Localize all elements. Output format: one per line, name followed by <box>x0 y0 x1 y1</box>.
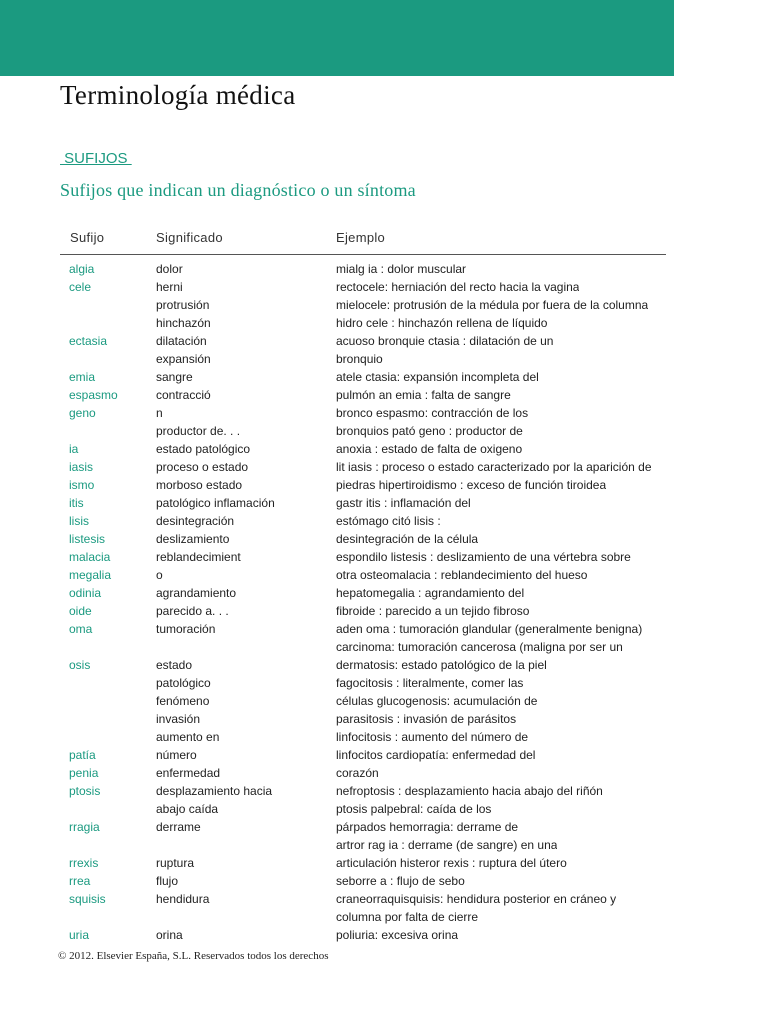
example-cell: fagocitosis : literalmente, comer las <box>336 676 524 690</box>
meaning-cell: reblandecimient <box>156 550 241 564</box>
table-row <box>0 278 768 296</box>
example-cell: mielocele: protrusión de la médula por fuera de la columna <box>336 298 649 312</box>
suffix-cell: megalia <box>69 568 112 582</box>
example-cell: linfocitosis : aumento del número de <box>336 730 529 744</box>
table-row <box>0 332 768 350</box>
example-cell: bronquios pató geno : productor de <box>336 424 523 438</box>
table-header <box>60 228 666 255</box>
table-row <box>0 476 768 494</box>
suffix-cell: lisis <box>69 514 89 528</box>
table-row <box>0 260 768 278</box>
example-cell: gastr itis : inflamación del <box>336 496 471 510</box>
suffix-cell: patía <box>69 748 96 762</box>
suffix-cell: espasmo <box>69 388 118 402</box>
column-header-example: Ejemplo <box>336 230 386 245</box>
suffix-cell: rrea <box>69 874 91 888</box>
table-row <box>0 764 768 782</box>
table-row <box>0 584 768 602</box>
table-row <box>0 512 768 530</box>
meaning-cell: n <box>156 406 163 420</box>
table-row <box>0 674 768 692</box>
meaning-cell: dilatación <box>156 334 207 348</box>
suffix-cell: ismo <box>69 478 95 492</box>
meaning-cell: invasión <box>156 712 201 726</box>
example-cell: acuoso bronquie ctasia : dilatación de un <box>336 334 554 348</box>
example-cell: desintegración de la célula <box>336 532 479 546</box>
section-label: SUFIJOS <box>60 150 132 167</box>
example-cell: atele ctasia: expansión incompleta del <box>336 370 539 384</box>
column-header-suffix: Sufijo <box>70 230 105 245</box>
example-cell: pulmón an emia : falta de sangre <box>336 388 511 402</box>
example-cell: ptosis palpebral: caída de los <box>336 802 492 816</box>
meaning-cell: derrame <box>156 820 201 834</box>
table-row <box>0 494 768 512</box>
meaning-cell: ruptura <box>156 856 195 870</box>
meaning-cell: agrandamiento <box>156 586 237 600</box>
example-cell: parasitosis : invasión de parásitos <box>336 712 517 726</box>
table-row <box>0 386 768 404</box>
suffix-cell: rragia <box>69 820 100 834</box>
meaning-cell: expansión <box>156 352 211 366</box>
table-row <box>0 602 768 620</box>
meaning-cell: patológico inflamación <box>156 496 275 510</box>
meaning-cell: contracció <box>156 388 211 402</box>
table-row <box>0 350 768 368</box>
example-cell: columna por falta de cierre <box>336 910 479 924</box>
column-header-meaning: Significado <box>156 230 223 245</box>
suffix-table-body <box>0 260 768 944</box>
table-row <box>0 926 768 944</box>
suffix-cell: cele <box>69 280 92 294</box>
example-cell: hidro cele : hinchazón rellena de líquido <box>336 316 548 330</box>
meaning-cell: desplazamiento hacia <box>156 784 273 798</box>
example-cell: seborre a : flujo de sebo <box>336 874 465 888</box>
suffix-cell: malacia <box>69 550 111 564</box>
example-cell: craneorraquisquisis: hendidura posterior en cráneo y <box>336 892 617 906</box>
example-cell: nefroptosis : desplazamiento hacia abajo del riñón <box>336 784 603 798</box>
example-cell: mialg ia : dolor muscular <box>336 262 467 276</box>
copyright-footer: © 2012. Elsevier España, S.L. Reservados todos los derechos <box>58 950 329 962</box>
meaning-cell: morboso estado <box>156 478 243 492</box>
suffix-cell: iasis <box>69 460 94 474</box>
meaning-cell: estado patológico <box>156 442 251 456</box>
example-cell: corazón <box>336 766 379 780</box>
table-row <box>0 404 768 422</box>
meaning-cell: protrusión <box>156 298 210 312</box>
suffix-cell: geno <box>69 406 96 420</box>
meaning-cell: sangre <box>156 370 193 384</box>
meaning-cell: número <box>156 748 197 762</box>
table-row <box>0 368 768 386</box>
example-cell: poliuria: excesiva orina <box>336 928 459 942</box>
meaning-cell: flujo <box>156 874 179 888</box>
suffix-cell: penia <box>69 766 99 780</box>
suffix-cell: rrexis <box>69 856 99 870</box>
meaning-cell: deslizamiento <box>156 532 230 546</box>
suffix-cell: ptosis <box>69 784 101 798</box>
meaning-cell: orina <box>156 928 183 942</box>
meaning-cell: hendidura <box>156 892 210 906</box>
example-cell: párpados hemorragia: derrame de <box>336 820 519 834</box>
example-cell: bronco espasmo: contracción de los <box>336 406 529 420</box>
table-row <box>0 314 768 332</box>
example-cell: articulación histeror rexis : ruptura del útero <box>336 856 567 870</box>
suffix-cell: itis <box>69 496 84 510</box>
table-row <box>0 566 768 584</box>
example-cell: carcinoma: tumoración cancerosa (maligna por ser un <box>336 640 623 654</box>
example-cell: linfocitos cardiopatía: enfermedad del <box>336 748 536 762</box>
meaning-cell: dolor <box>156 262 183 276</box>
example-cell: aden oma : tumoración glandular (generalmente benigna) <box>336 622 643 636</box>
table-row <box>0 440 768 458</box>
table-row <box>0 638 768 656</box>
suffix-cell: ectasia <box>69 334 108 348</box>
suffix-cell: listesis <box>69 532 106 546</box>
header-color-bar <box>0 0 674 76</box>
suffix-cell: squisis <box>69 892 106 906</box>
example-cell: lit iasis : proceso o estado caracterizado por la aparición de <box>336 460 652 474</box>
meaning-cell: abajo caída <box>156 802 219 816</box>
meaning-cell: proceso o estado <box>156 460 249 474</box>
table-row <box>0 620 768 638</box>
table-row <box>0 908 768 926</box>
table-row <box>0 854 768 872</box>
meaning-cell: aumento en <box>156 730 220 744</box>
example-cell: anoxia : estado de falta de oxigeno <box>336 442 523 456</box>
table-row <box>0 710 768 728</box>
example-cell: rectocele: herniación del recto hacia la vagina <box>336 280 580 294</box>
example-cell: estómago citó lisis : <box>336 514 441 528</box>
suffix-cell: ia <box>69 442 79 456</box>
table-row <box>0 872 768 890</box>
meaning-cell: fenómeno <box>156 694 210 708</box>
example-cell: bronquio <box>336 352 383 366</box>
table-row <box>0 782 768 800</box>
example-cell: piedras hipertiroidismo : exceso de función tiroidea <box>336 478 607 492</box>
meaning-cell: hinchazón <box>156 316 211 330</box>
table-row <box>0 818 768 836</box>
meaning-cell: enfermedad <box>156 766 221 780</box>
meaning-cell: estado <box>156 658 193 672</box>
page-title: Terminología médica <box>60 80 296 110</box>
example-cell: hepatomegalia : agrandamiento del <box>336 586 525 600</box>
table-row <box>0 800 768 818</box>
suffix-cell: uria <box>69 928 90 942</box>
suffix-cell: emia <box>69 370 96 384</box>
example-cell: fibroide : parecido a un tejido fibroso <box>336 604 530 618</box>
suffix-cell: osis <box>69 658 91 672</box>
table-row <box>0 656 768 674</box>
meaning-cell: productor de. . . <box>156 424 241 438</box>
table-row <box>0 458 768 476</box>
meaning-cell: patológico <box>156 676 211 690</box>
table-row <box>0 890 768 908</box>
suffix-cell: oide <box>69 604 92 618</box>
table-row <box>0 296 768 314</box>
example-cell: células glucogenosis: acumulación de <box>336 694 538 708</box>
suffix-cell: algia <box>69 262 95 276</box>
table-row <box>0 530 768 548</box>
table-row <box>0 422 768 440</box>
meaning-cell: tumoración <box>156 622 216 636</box>
meaning-cell: herni <box>156 280 183 294</box>
suffix-cell: oma <box>69 622 93 636</box>
example-cell: dermatosis: estado patológico de la piel <box>336 658 547 672</box>
table-row <box>0 692 768 710</box>
table-row <box>0 836 768 854</box>
table-row <box>0 746 768 764</box>
example-cell: espondilo listesis : deslizamiento de una vértebra sobre <box>336 550 631 564</box>
suffix-cell: odinia <box>69 586 102 600</box>
example-cell: artror rag ia : derrame (de sangre) en una <box>336 838 558 852</box>
meaning-cell: o <box>156 568 163 582</box>
table-row <box>0 728 768 746</box>
meaning-cell: desintegración <box>156 514 235 528</box>
example-cell: otra osteomalacia : reblandecimiento del hueso <box>336 568 588 582</box>
table-row <box>0 548 768 566</box>
meaning-cell: parecido a. . . <box>156 604 229 618</box>
section-subtitle: Sufijos que indican un diagnóstico o un síntoma <box>60 180 416 200</box>
